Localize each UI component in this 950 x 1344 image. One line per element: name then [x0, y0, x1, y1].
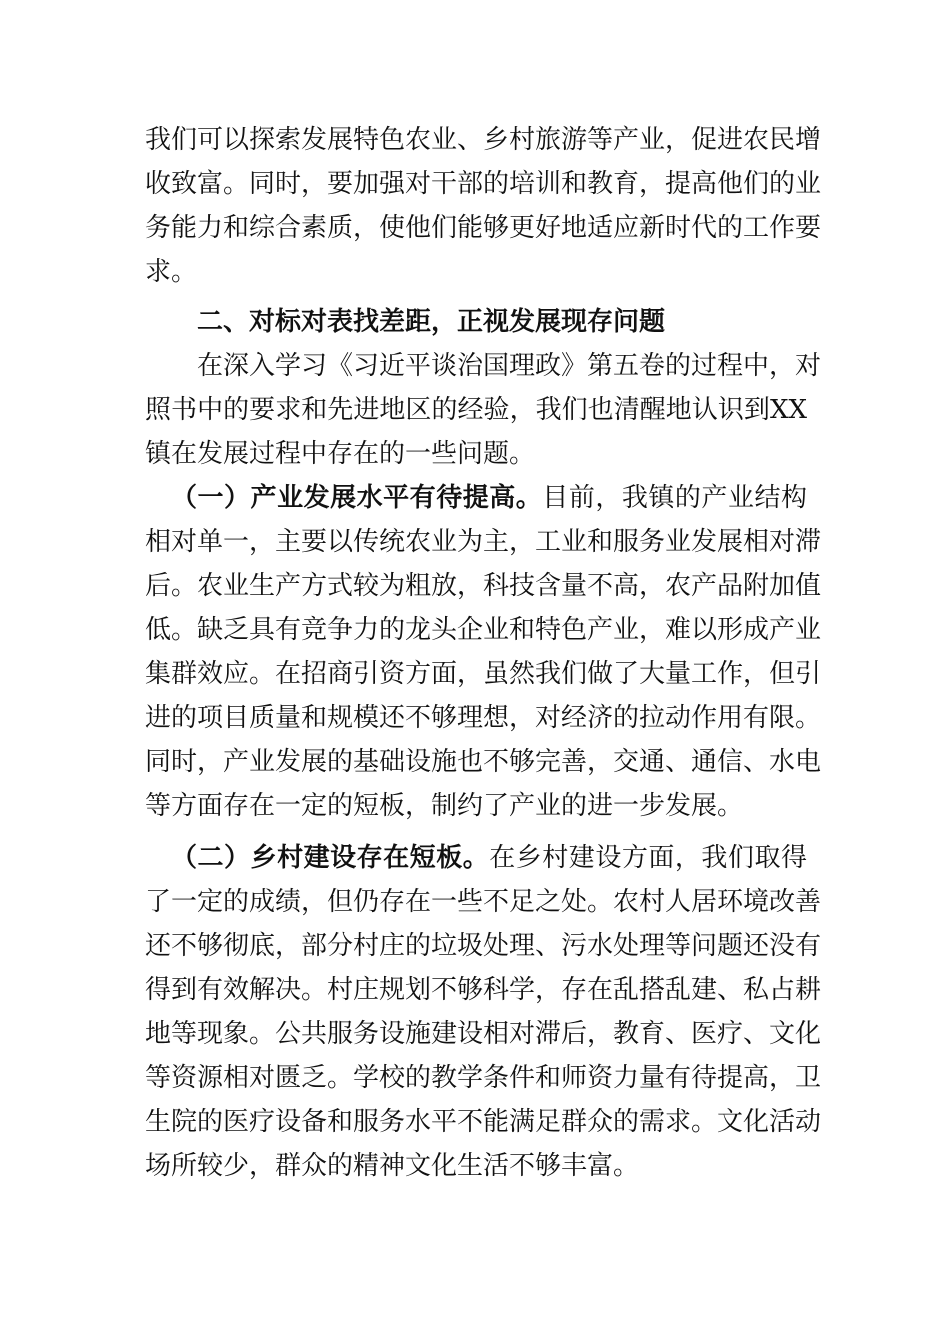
text-line: 了一定的成绩，但仍存在一些不足之处。农村人居环境改善: [145, 887, 822, 917]
text-line: 照书中的要求和先进地区的经验，我们也清醒地认识到XX: [145, 395, 807, 425]
text-line: [145, 836, 807, 880]
continuation-paragraph: [145, 118, 822, 294]
text-line: 镇在发展过程中存在的一些问题。: [145, 439, 536, 469]
text-line: 后。农业生产方式较为粗放，科技含量不高，农产品附加值: [145, 571, 822, 601]
text-line: 同时，产业发展的基础设施也不够完善，交通、通信、水电: [145, 747, 822, 777]
item2-first-rest: 在乡村建设方面，我们取得: [489, 843, 807, 873]
text-line: 相对单一，主要以传统农业为主，工业和服务业发展相对滞: [145, 527, 822, 557]
text-line: 还不够彻底，部分村庄的垃圾处理、污水处理等问题还没有: [145, 931, 822, 961]
text-line: 求。: [145, 257, 198, 287]
text-line: 等资源相对匮乏。学校的教学条件和师资力量有待提高，卫: [145, 1063, 822, 1093]
document-page: [145, 118, 822, 1188]
item2-paragraph: [145, 836, 822, 1188]
text-line: 低。缺乏具有竞争力的龙头企业和特色产业，难以形成产业: [145, 615, 822, 645]
text-line: 进的项目质量和规模还不够理想，对经济的拉动作用有限。: [145, 703, 822, 733]
item1-first-rest: 目前，我镇的产业结构: [542, 483, 807, 513]
item1-paragraph: [145, 476, 822, 828]
text-line: 收致富。同时，要加强对干部的培训和教育，提高他们的业: [145, 169, 822, 199]
section-heading: 二、对标对表找差距，正视发展现存问题: [197, 307, 666, 337]
item2-lead: （二）乡村建设存在短板。: [171, 843, 490, 873]
text-line: 在深入学习《习近平谈治国理政》第五卷的过程中，对: [197, 351, 822, 381]
text-line: 生院的医疗设备和服务水平不能满足群众的需求。文化活动: [145, 1107, 822, 1137]
text-line: 我们可以探索发展特色农业、乡村旅游等产业，促进农民增: [145, 125, 822, 155]
text-line: 得到有效解决。村庄规划不够科学，存在乱搭乱建、私占耕: [145, 975, 822, 1005]
text-line: 场所较少，群众的精神文化生活不够丰富。: [145, 1151, 640, 1181]
text-line: 集群效应。在招商引资方面，虽然我们做了大量工作，但引: [145, 659, 822, 689]
intro-paragraph: [145, 344, 822, 476]
text-line: [145, 476, 807, 520]
text-line: 地等现象。公共服务设施建设相对滞后，教育、医疗、文化: [145, 1019, 822, 1049]
item1-lead: （一）产业发展水平有待提高。: [171, 483, 543, 513]
text-line: 务能力和综合素质，使他们能够更好地适应新时代的工作要: [145, 213, 822, 243]
text-line: 等方面存在一定的短板，制约了产业的进一步发展。: [145, 791, 744, 821]
